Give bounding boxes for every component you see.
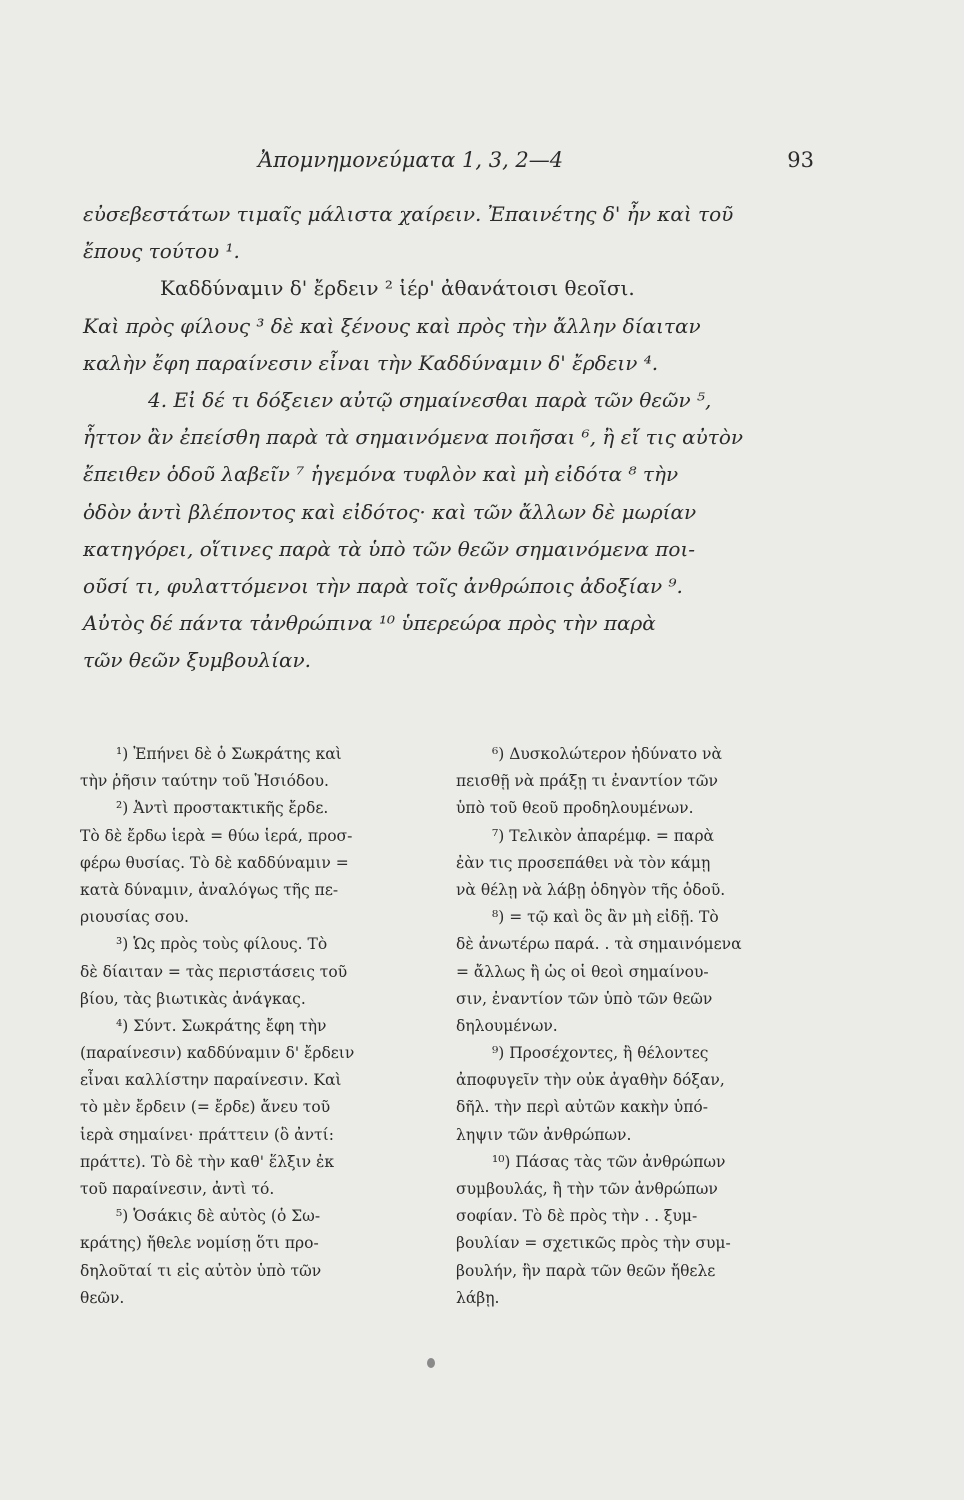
footnote-line: τὴν ῥῆσιν ταύτην τοῦ Ἡσιόδου. (80, 772, 329, 791)
footnote-line: ριουσίας σου. (80, 908, 189, 927)
footnote-line: ὑπὸ τοῦ θεοῦ προδηλουμένων. (456, 799, 694, 818)
footnote-line: (παραίνεσιν) καδδύναμιν δ' ἔρδειν (80, 1044, 355, 1063)
text-line: κατηγόρει, οἵτινες παρὰ τὰ ὑπὸ τῶν θεῶν σημαινόμενα ποι- (83, 536, 696, 561)
text-line: καλὴν ἔφη παραίνεσιν εἶναι τὴν Καδδύναμιν δ' ἔρδειν ⁴. (83, 350, 659, 375)
footnote-line: κράτης) ἤθελε νομίσῃ ὅτι προ- (80, 1234, 319, 1253)
text-line: ὁδὸν ἀντὶ βλέποντος καὶ εἰδότος· καὶ τῶν ἄλλων δὲ μωρίαν (83, 499, 697, 524)
footnote-line: δὲ ἀνωτέρω παρά. . τὰ σημαινόμενα (456, 935, 742, 954)
footnote-line: ²) Ἀντὶ προστακτικῆς ἔρδε. (116, 799, 329, 818)
footnote-line: ⁶) Δυσκολώτερον ἠδύνατο νὰ (492, 745, 722, 763)
footnote-line: κατὰ δύναμιν, ἀναλόγως τῆς πε- (80, 880, 339, 899)
footnote-line: ⁷) Τελικὸν ἀπαρέμφ. = παρὰ (492, 826, 715, 845)
footnote-line: ⁸) = τῷ καὶ ὃς ἂν μὴ εἰδῇ. Τὸ (492, 908, 719, 927)
footnote-line: πράττε). Τὸ δὲ τὴν καθ' ἕλξιν ἐκ (80, 1152, 335, 1171)
footnote-line: εἶναι καλλίστην παραίνεσιν. Καὶ (80, 1071, 342, 1090)
running-title: Ἀπομνημονεύματα 1, 3, 2—4 (258, 148, 564, 172)
footnote-line: ⁴) Σύντ. Σωκράτης ἔφη τὴν (116, 1016, 327, 1035)
footnote-line: ³) Ὡς πρὸς τοὺς φίλους. Τὸ (116, 935, 328, 954)
verse-quote: Καδδύναμιν δ' ἔρδειν ² ἱέρ' ἀθανάτοισι θεοῖσι. (160, 276, 635, 301)
footnote-line: σιν, ἐναντίον τῶν ὑπὸ τῶν θεῶν (456, 989, 713, 1008)
footnote-line: ἀποφυγεῖν τὴν οὐκ ἀγαθὴν δόξαν, (456, 1071, 725, 1090)
footnote-line: ⁵) Ὁσάκις δὲ αὐτὸς (ὁ Σω- (116, 1207, 321, 1226)
text-line: ἔπους τούτου ¹. (83, 239, 240, 264)
section-start-line: 4. Εἰ δέ τι δόξειεν αὐτῷ σημαίνεσθαι παρὰ τῶν θεῶν ⁵, (148, 387, 712, 412)
footnote-line: ¹) Ἐπήνει δὲ ὁ Σωκράτης καὶ (116, 745, 342, 763)
text-line: εὐσεβεστάτων τιμαῖς μάλιστα χαίρειν. Ἐπαινέτης δ' ἦν καὶ τοῦ (83, 202, 734, 226)
footnote-line: βίου, τὰς βιωτικὰς ἀνάγκας. (80, 989, 306, 1008)
footnote-line: βουλήν, ἣν παρὰ τῶν θεῶν ἤθελε (456, 1261, 716, 1280)
page-number: 93 (787, 148, 814, 172)
footnote-line: πεισθῇ νὰ πράξῃ τι ἐναντίον τῶν (456, 772, 718, 791)
footnotes-right-column (456, 741, 816, 1312)
footnote-line: Τὸ δὲ ἔρδω ἱερὰ = θύω ἱερά, προσ- (80, 826, 353, 845)
text-line: τῶν θεῶν ξυμβουλίαν. (83, 648, 311, 673)
text-line: Καὶ πρὸς φίλους ³ δὲ καὶ ξένους καὶ πρὸς τὴν ἄλλην δίαιταν (83, 313, 701, 338)
footnote-line: σοφίαν. Τὸ δὲ πρὸς τὴν . . ξυμ- (456, 1207, 698, 1226)
footnote-line: ¹⁰) Πάσας τὰς τῶν ἀνθρώπων (492, 1152, 726, 1171)
running-head (258, 148, 814, 178)
footnotes-left-column (80, 741, 440, 1312)
footnote-line: συμβουλάς, ἢ τὴν τῶν ἀνθρώπων (456, 1180, 718, 1198)
text-line: ἧττον ἂν ἐπείσθη παρὰ τὰ σημαινόμενα ποιῆσαι ⁶, ἢ εἴ τις αὐτὸν (83, 425, 744, 450)
footnote-line: δηλουμένων. (456, 1016, 558, 1035)
footnote-line: νὰ θέλῃ νὰ λάβῃ ὁδηγὸν τῆς ὁδοῦ. (456, 880, 726, 899)
text-line: Αὐτὸς δέ πάντα τἀνθρώπινα ¹⁰ ὑπερεώρα πρὸς τὴν παρὰ (83, 611, 656, 636)
footnote-line: ληψιν τῶν ἀνθρώπων. (456, 1125, 632, 1144)
main-text (83, 196, 823, 679)
footnote-line: τοῦ παραίνεσιν, ἀντὶ τό. (80, 1180, 275, 1198)
footnote-line: δηλοῦταί τι εἰς αὐτὸν ὑπὸ τῶν (80, 1261, 322, 1280)
text-line: οῦσί τι, φυλαττόμενοι τὴν παρὰ τοῖς ἀνθρώποις ἀδοξίαν ⁹. (83, 573, 683, 598)
footnote-line: = ἄλλως ἢ ὡς οἱ θεοὶ σημαίνου- (456, 962, 709, 981)
footnote-line: δῆλ. τὴν περὶ αὐτῶν κακὴν ὑπό- (456, 1098, 708, 1117)
footnote-line: φέρω θυσίας. Τὸ δὲ καδδύναμιν = (80, 853, 349, 872)
footnote-line: ἐὰν τις προσεπάθει νὰ τὸν κάμῃ (456, 853, 711, 872)
footnote-line: ἱερὰ σημαίνει· πράττειν (ὃ ἀντί: (80, 1125, 334, 1144)
text-line: ἔπειθεν ὁδοῦ λαβεῖν ⁷ ἡγεμόνα τυφλὸν καὶ μὴ εἰδότα ⁸ τὴν (83, 462, 679, 487)
footnote-line: βουλίαν = σχετικῶς πρὸς τὴν συμ- (456, 1234, 731, 1253)
ink-blot (427, 1358, 435, 1368)
footnote-line: ⁹) Προσέχοντες, ἢ θέλοντες (492, 1044, 709, 1063)
footnote-line: δὲ δίαιταν = τὰς περιστάσεις τοῦ (80, 962, 348, 981)
footnote-line: τὸ μὲν ἔρδειν (= ἔρδε) ἄνευ τοῦ (80, 1098, 331, 1117)
footnote-line: θεῶν. (80, 1288, 125, 1307)
footnote-line: λάβῃ. (456, 1288, 500, 1307)
